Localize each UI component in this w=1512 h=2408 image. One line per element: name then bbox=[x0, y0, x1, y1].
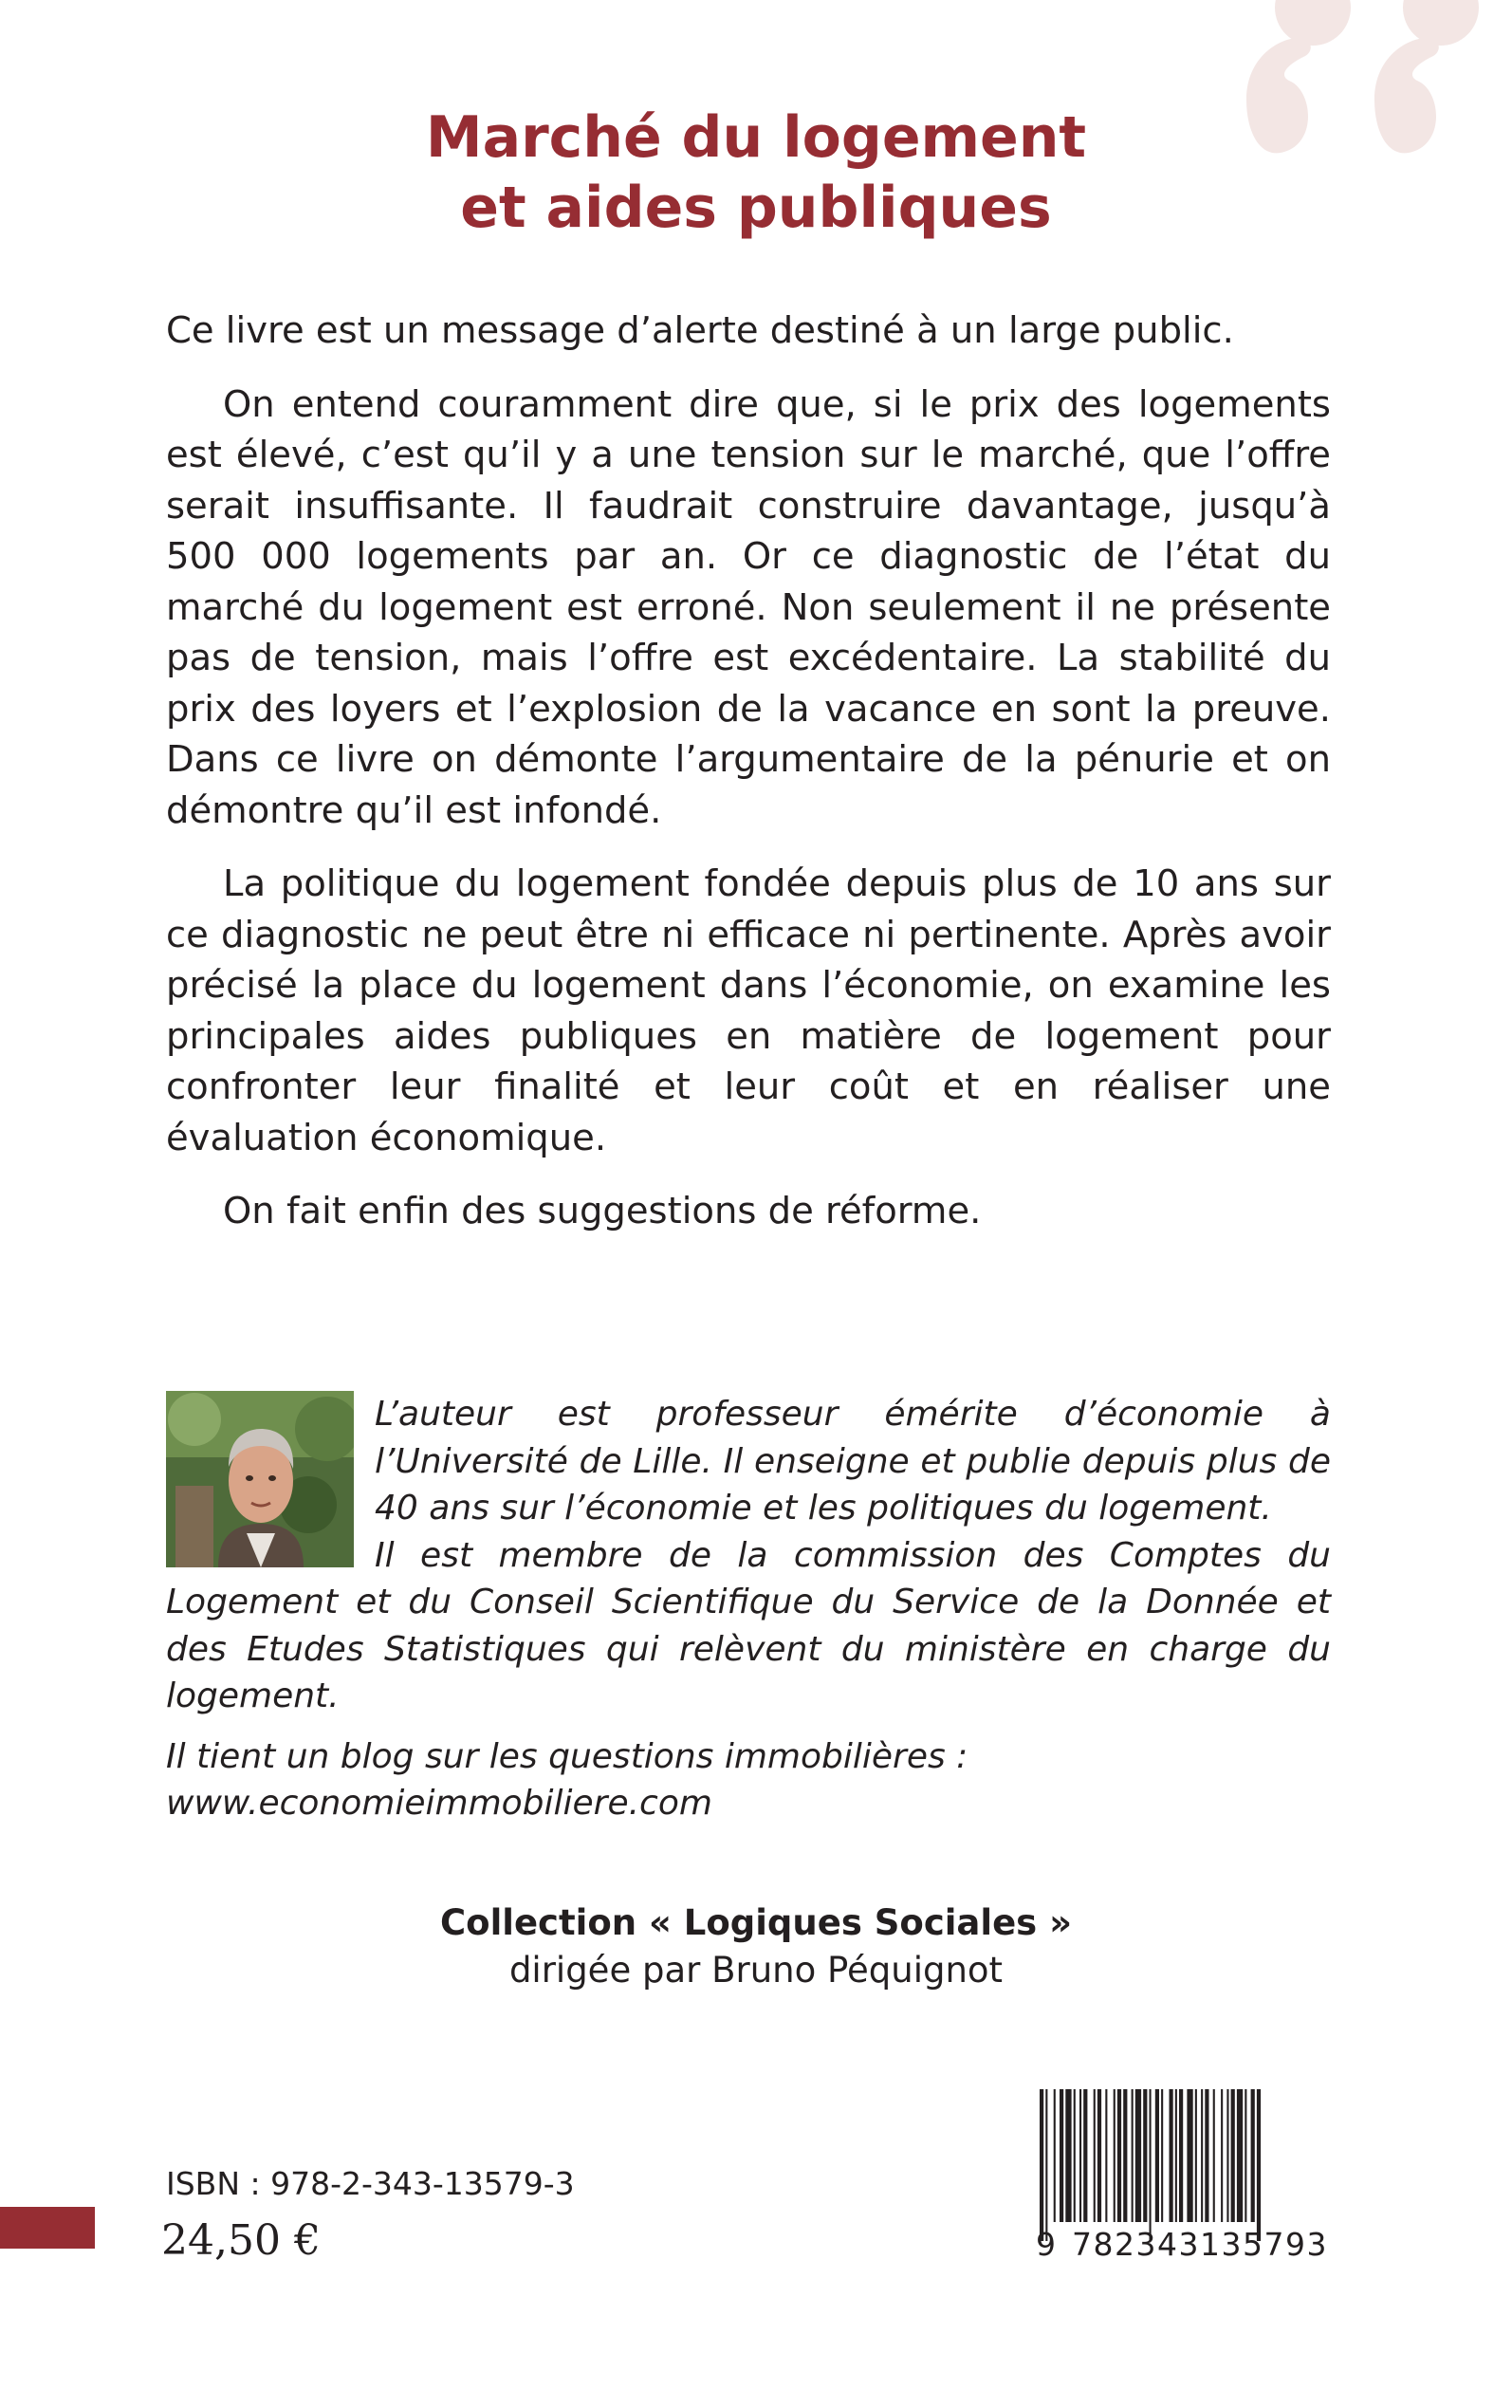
barcode-first-digit: 9 bbox=[1036, 2226, 1057, 2263]
accent-bar bbox=[0, 2207, 95, 2249]
collection-info bbox=[0, 1899, 1512, 1994]
collection-director: dirigée par Bruno Péquignot bbox=[508, 1950, 1004, 1991]
blurb-paragraph-3: La politique du logement fondée depuis plus de 10 ans sur ce diagnostic ne peut être ni efficace ni pertinente. Après avoir précisé la place du logement dans l’économie, on examine les principales aides publiques en matière de logement pour confronter leur finalité et leur coût et en réaliser une évaluation économique. bbox=[166, 862, 1331, 1159]
barcode-bar bbox=[1040, 2089, 1043, 2241]
author-blog-url: www.economieimmobiliere.com bbox=[166, 1784, 712, 1823]
barcode-bar bbox=[1231, 2089, 1235, 2222]
barcode-bar bbox=[1150, 2089, 1152, 2241]
barcode-bar bbox=[1237, 2089, 1243, 2222]
barcode-bar bbox=[1079, 2089, 1081, 2222]
barcode-bar bbox=[1143, 2089, 1147, 2222]
blurb bbox=[166, 306, 1331, 1260]
author-photo bbox=[166, 1391, 354, 1567]
barcode-bar bbox=[1117, 2089, 1121, 2222]
book-title bbox=[0, 102, 1512, 243]
barcode-bar bbox=[1123, 2089, 1127, 2222]
barcode-bar bbox=[1205, 2089, 1208, 2222]
barcode-bar bbox=[1257, 2089, 1261, 2241]
blurb-paragraph-2: On entend couramment dire que, si le prix des logements est élevé, c’est qu’il y a une tension sur le marché, que l’offre serait insuffisante. Il faudrait construire davantage, jusqu’à 500 000 logements par an. Or ce diagnostic de l’état du marché du logement est erroné. Non seulement il ne présente pas de tension, mais l’offre est excédentaire. La stabilité du prix des loyers et l’explosion de la vacance en sont la preuve. Dans ce livre on démonte l’argumentaire de la pénurie et on démontre qu’il est infondé. bbox=[166, 382, 1331, 832]
barcode-number: 782343135793 bbox=[1072, 2226, 1328, 2263]
title-line-1: Marché du logement bbox=[425, 104, 1087, 171]
author-blog-line: Il tient un blog sur les questions immobilières : bbox=[166, 1736, 968, 1776]
barcode-bar bbox=[1054, 2089, 1056, 2222]
barcode-bar bbox=[1094, 2089, 1096, 2222]
barcode-bar bbox=[1083, 2089, 1087, 2222]
barcode-bar bbox=[1226, 2089, 1228, 2222]
barcode-bar bbox=[1213, 2089, 1215, 2222]
barcode-bar bbox=[1114, 2089, 1116, 2222]
barcode-bar bbox=[1187, 2089, 1192, 2222]
isbn: ISBN : 978-2-343-13579-3 bbox=[166, 2165, 575, 2202]
author-bio bbox=[166, 1391, 1331, 1827]
barcode-bar bbox=[1175, 2089, 1177, 2222]
barcode-bar bbox=[1251, 2089, 1255, 2222]
barcode-bar bbox=[1045, 2089, 1047, 2241]
barcode-bar bbox=[1221, 2089, 1223, 2222]
price: 24,50 € bbox=[161, 2216, 321, 2265]
author-bio-paragraph-1: L’auteur est professeur émérite d’économie à l’Université de Lille. Il enseigne et publie depuis plus de 40 ans sur l’économie et les politiques du logement. bbox=[375, 1395, 1331, 1528]
barcode-bar bbox=[1170, 2089, 1173, 2222]
barcode-bar bbox=[1097, 2089, 1101, 2222]
barcode-bar bbox=[1179, 2089, 1183, 2222]
author-blog bbox=[166, 1733, 1331, 1827]
barcode-bar bbox=[1161, 2089, 1163, 2222]
blurb-paragraph-4: On fait enfin des suggestions de réforme. bbox=[223, 1190, 982, 1232]
barcode-bar bbox=[1201, 2089, 1203, 2222]
barcode-bar bbox=[1065, 2089, 1071, 2222]
author-bio-paragraph-2: Il est membre de la commission des Comptes du Logement et du Conseil Scientifique du Service de la Donnée et des Etudes Statistiques qui relèvent du ministère en charge du logement. bbox=[166, 1535, 1331, 1715]
barcode-bar bbox=[1135, 2089, 1141, 2222]
barcode-bar bbox=[1105, 2089, 1107, 2222]
barcode-bar bbox=[1245, 2089, 1246, 2222]
barcode-bar bbox=[1132, 2089, 1134, 2222]
barcode-bar bbox=[1195, 2089, 1197, 2222]
title-line-2: et aides publiques bbox=[460, 175, 1052, 241]
barcode-bar bbox=[1060, 2089, 1063, 2222]
collection-title: Collection « Logiques Sociales » bbox=[440, 1902, 1072, 1943]
barcode-bar bbox=[1074, 2089, 1076, 2222]
blurb-paragraph-1: Ce livre est un message d’alerte destiné à un large public. bbox=[166, 309, 1234, 352]
barcode-bar bbox=[1155, 2089, 1159, 2222]
